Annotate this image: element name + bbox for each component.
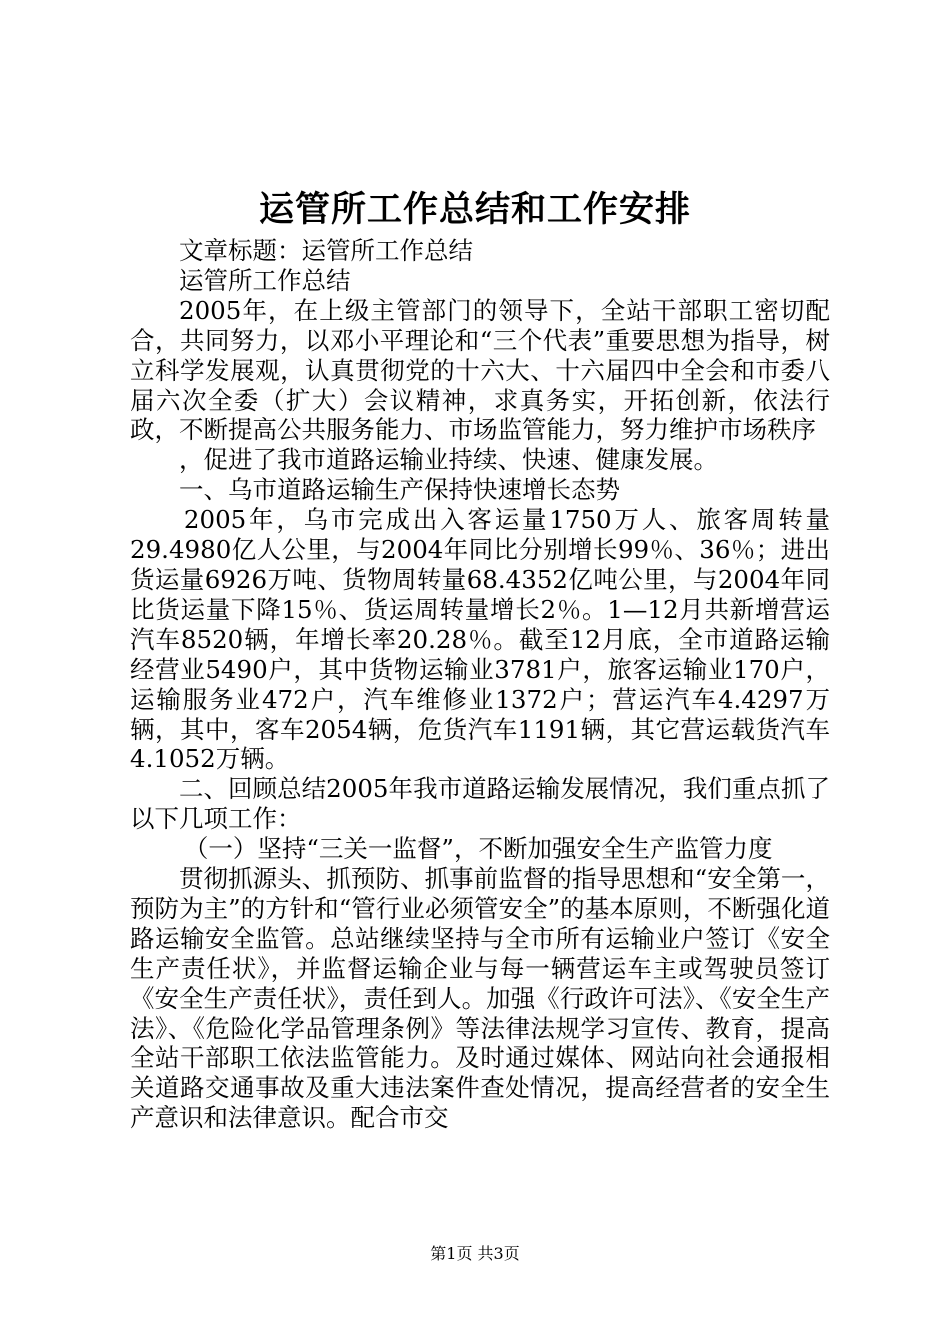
section-heading: 一、乌市道路运输生产保持快速增长态势 — [179, 475, 620, 505]
paragraph: 贯彻抓源头、抓预防、抓事前监督的指导思想和“安全第一，预防为主”的方针和“管行业必须管安全”的基本原则，不断强化道路运输安全监管。总站继续坚持与全市所有运输业户签订《安全生产责任状》，并监督运输企业与每一辆营运车主或驾驶员签订《安全生产责任状》，责任到人。加强《行政许可法》、《安全生产法》、《危险化学品管理条例》等法律法规学习宣传、教育，提高全站干部职工依法监管能力。及时通过媒体、网站向社会通报相关道路交通事故及重大违法案件查处情况，提高经营者的安全生产意识和法律意识。配合市交 — [130, 864, 830, 1133]
subsection-heading: （一）坚持“三关一监督”，不断加强安全生产监管力度 — [183, 834, 773, 864]
article-title-line: 文章标题：运管所工作总结 — [179, 236, 473, 265]
paragraph: 2005年，在上级主管部门的领导下，全站干部职工密切配合，共同努力，以邓小平理论和“三个代表”重要思想为指导，树立科学发展观，认真贯彻党的十六大、十六届四中全会和市委八届六次全委（扩大）会议精神，求真务实，开拓创新，依法行政，不断提高公共服务能力、市场监管能力，努力维护市场秩序 — [130, 295, 830, 445]
page-footer: 第1页 共3页 — [430, 1244, 520, 1263]
section-heading: 二、回顾总结2005年我市道路运输发展情况，我们重点抓了以下几项工作： — [130, 774, 830, 834]
document-title: 运管所工作总结和工作安排 — [258, 189, 691, 230]
document-body — [130, 236, 830, 1133]
section-heading: 运管所工作总结 — [179, 265, 351, 295]
paragraph: ，促进了我市道路运输业持续、快速、健康发展。 — [179, 445, 718, 475]
paragraph: 2005年，乌市完成出入客运量1750万人、旅客周转量29.4980亿人公里，与2004年同比分别增长99％、36％；进出货运量6926万吨、货物周转量68.4352亿吨公里，与2004年同比货运量下降15％、货运周转量增长2％。1—12月共新增营运汽车8520辆，年增长率20.28％。截至12月底，全市道路运输经营业5490户，其中货物运输业3781户，旅客运输业170户，运输服务业472户，汽车维修业1372户；营运汽车4.4297万辆，其中，客车2054辆，危货汽车1191辆，其它营运载货汽车4.1052万辆。 — [130, 505, 830, 774]
